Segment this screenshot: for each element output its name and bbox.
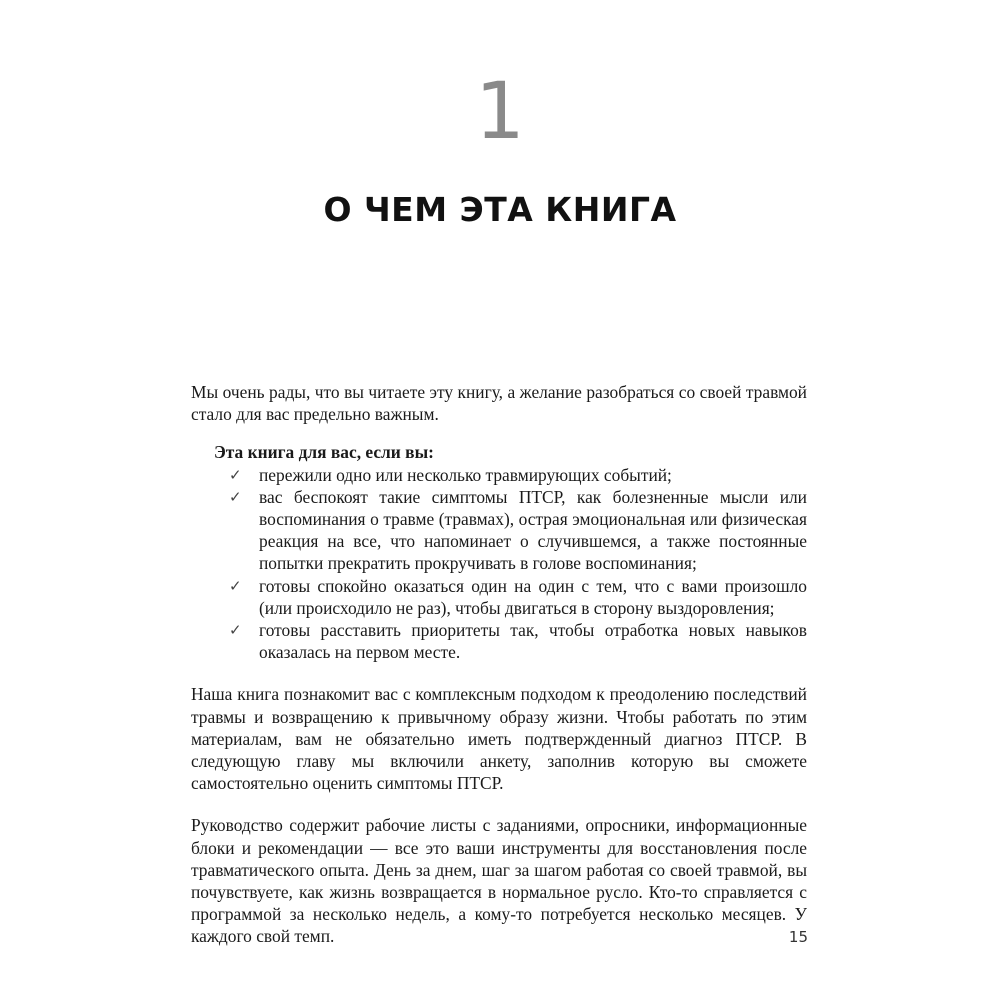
audience-checklist	[191, 441, 807, 663]
chapter-title: О ЧЕМ ЭТА КНИГА	[323, 190, 677, 229]
checklist-heading: Эта книга для вас, если вы:	[214, 442, 434, 463]
page-number: 15	[788, 928, 808, 946]
checklist-item-text: готовы расставить приоритеты так, чтобы отработка новых навыков оказалась на первом месте.	[259, 620, 807, 663]
check-icon: ✓	[229, 576, 242, 595]
intro-paragraph: Мы очень рады, что вы читаете эту книгу, а желание разобраться со своей травмой стало для вас предельно важным.	[191, 382, 807, 425]
chapter-number: 1	[475, 67, 525, 157]
chapter-body	[191, 381, 807, 948]
check-icon: ✓	[229, 621, 242, 640]
checklist-item-text: вас беспокоят такие симптомы ПТСР, как болезненные мысли или воспоминания о травме (травмах), острая эмоциональная или физическая реакция на все, что напоминает о случившемся, а также постоянные попытки прекратить прокручивать в голове воспоминания;	[259, 486, 807, 574]
checklist-item	[191, 464, 807, 486]
checklist-item	[191, 575, 807, 619]
check-icon: ✓	[229, 465, 242, 484]
body-paragraph: Наша книга познакомит вас с комплексным подходом к преодолению последствий травмы и возвращению к привычному образу жизни. Чтобы работать по этим материалам, вам не обязательно иметь подтвержденный диагноз ПТСР. В следующую главу мы включили анкету, заполнив которую вы сможете самостоятельно оценить симптомы ПТСР.	[191, 684, 807, 794]
body-paragraph: Руководство содержит рабочие листы с заданиями, опросники, информационные блоки и рекомендации — все это ваши инструменты для восстановления после травматического опыта. День за днем, шаг за шагом работая со своей травмой, вы почувствуете, как жизнь возвращается в нормальное русло. Кто-то справляется с программой за несколько недель, а кому-то потребуется несколько месяцев. У каждого свой темп.	[191, 815, 807, 947]
checklist-item-text: готовы спокойно оказаться один на один с тем, что с вами произошло (или происходило не раз), чтобы двигаться в сторону выздоровления;	[259, 575, 807, 618]
checklist-item	[191, 619, 807, 663]
checklist-item-text: пережили одно или несколько травмирующих событий;	[259, 464, 672, 485]
check-icon: ✓	[229, 487, 242, 506]
checklist-item	[191, 486, 807, 575]
